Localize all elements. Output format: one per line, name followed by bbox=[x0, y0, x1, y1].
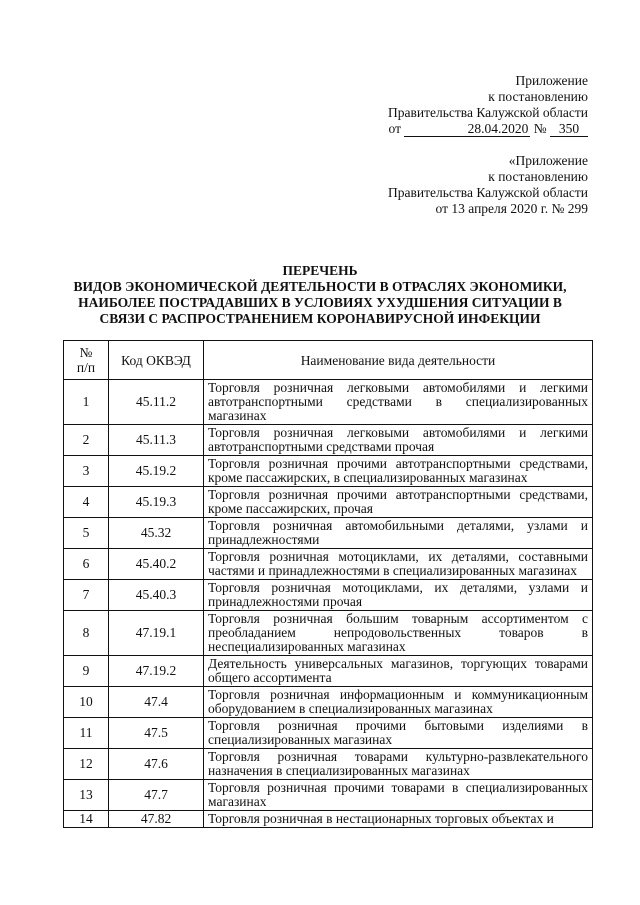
table-row bbox=[64, 487, 593, 518]
row-name: Торговля розничная информационным и коммуникационным оборудованием в специализированных магазинах bbox=[204, 687, 593, 718]
row-name: Торговля розничная легковыми автомобилями и легкими автотранспортными средствами прочая bbox=[204, 425, 593, 456]
row-code: 45.11.2 bbox=[109, 380, 204, 425]
row-code: 47.4 bbox=[109, 687, 204, 718]
row-name: Деятельность универсальных магазинов, торгующих товарами общего ассортимента bbox=[204, 656, 593, 687]
row-code: 45.11.3 bbox=[109, 425, 204, 456]
table-row bbox=[64, 580, 593, 611]
appendix-date-line bbox=[388, 121, 588, 137]
table-row bbox=[64, 456, 593, 487]
title-line-1: ПЕРЕЧЕНЬ bbox=[282, 263, 358, 278]
title-line-2: ВИДОВ ЭКОНОМИЧЕСКОЙ ДЕЯТЕЛЬНОСТИ В ОТРАСЛЯХ ЭКОНОМИКИ, bbox=[73, 279, 567, 294]
appendix-resolution-label: к постановлению bbox=[488, 89, 588, 104]
row-number: 10 bbox=[64, 687, 109, 718]
table-row bbox=[64, 780, 593, 811]
row-code: 47.7 bbox=[109, 780, 204, 811]
row-name: Торговля розничная автомобильными деталями, узлами и принадлежностями bbox=[204, 518, 593, 549]
prev-appendix-label: «Приложение bbox=[508, 153, 588, 168]
table-row bbox=[64, 611, 593, 656]
row-number: 2 bbox=[64, 425, 109, 456]
row-name: Торговля розничная мотоциклами, их деталями, узлами и принадлежностями прочая bbox=[204, 580, 593, 611]
table-row bbox=[64, 425, 593, 456]
header-name: Наименование вида деятельности bbox=[204, 341, 593, 380]
row-code: 47.19.1 bbox=[109, 611, 204, 656]
row-name: Торговля розничная прочими бытовыми изделиями в специализированных магазинах bbox=[204, 718, 593, 749]
number-label: № bbox=[533, 121, 547, 136]
table-row bbox=[64, 518, 593, 549]
row-code: 47.82 bbox=[109, 811, 204, 828]
row-number: 11 bbox=[64, 718, 109, 749]
table-row bbox=[64, 549, 593, 580]
resolution-date: 28.04.2020 bbox=[404, 122, 530, 137]
activities-table bbox=[63, 340, 593, 828]
header-number: № п/п bbox=[64, 341, 109, 380]
row-code: 45.19.2 bbox=[109, 456, 204, 487]
row-number: 5 bbox=[64, 518, 109, 549]
table-header-row bbox=[64, 341, 593, 380]
table-row bbox=[64, 687, 593, 718]
row-number: 6 bbox=[64, 549, 109, 580]
appendix-label: Приложение bbox=[515, 73, 588, 88]
row-name: Торговля розничная прочими автотранспортными средствами, кроме пассажирских, в специализированных магазинах bbox=[204, 456, 593, 487]
row-name: Торговля розничная в нестационарных торговых объектах и bbox=[204, 811, 593, 828]
row-name: Торговля розничная мотоциклами, их деталями, составными частями и принадлежностями в специализированных магазинах bbox=[204, 549, 593, 580]
appendix-header-previous bbox=[388, 153, 588, 217]
table-row bbox=[64, 811, 593, 828]
appendix-header-current bbox=[388, 73, 588, 137]
row-name: Торговля розничная большим товарным ассортиментом с преобладанием непродовольственных товаров в неспециализированных магазинах bbox=[204, 611, 593, 656]
row-number: 7 bbox=[64, 580, 109, 611]
row-number: 4 bbox=[64, 487, 109, 518]
title-line-4: СВЯЗИ С РАСПРОСТРАНЕНИЕМ КОРОНАВИРУСНОЙ ИНФЕКЦИИ bbox=[99, 311, 541, 326]
resolution-number: 350 bbox=[550, 122, 588, 137]
table-row bbox=[64, 656, 593, 687]
table-row bbox=[64, 749, 593, 780]
row-number: 14 bbox=[64, 811, 109, 828]
from-label: от bbox=[388, 121, 401, 136]
row-number: 13 bbox=[64, 780, 109, 811]
table-row bbox=[64, 380, 593, 425]
row-name: Торговля розничная прочими товарами в специализированных магазинах bbox=[204, 780, 593, 811]
table-row bbox=[64, 718, 593, 749]
appendix-government-label: Правительства Калужской области bbox=[387, 105, 588, 120]
row-code: 45.32 bbox=[109, 518, 204, 549]
row-code: 47.19.2 bbox=[109, 656, 204, 687]
row-name: Торговля розничная легковыми автомобилями и легкими автотранспортными средствами в специализированных магазинах bbox=[204, 380, 593, 425]
prev-appendix-government-label: Правительства Калужской области bbox=[387, 185, 588, 200]
row-number: 9 bbox=[64, 656, 109, 687]
row-number: 8 bbox=[64, 611, 109, 656]
row-code: 45.40.2 bbox=[109, 549, 204, 580]
document-title bbox=[0, 263, 640, 327]
row-name: Торговля розничная прочими автотранспортными средствами, кроме пассажирских, прочая bbox=[204, 487, 593, 518]
row-code: 45.40.3 bbox=[109, 580, 204, 611]
row-code: 47.5 bbox=[109, 718, 204, 749]
row-name: Торговля розничная товарами культурно-развлекательного назначения в специализированных магазинах bbox=[204, 749, 593, 780]
row-number: 1 bbox=[64, 380, 109, 425]
prev-appendix-date: от 13 апреля 2020 г. № 299 bbox=[435, 201, 588, 216]
row-code: 45.19.3 bbox=[109, 487, 204, 518]
header-code: Код ОКВЭД bbox=[109, 341, 204, 380]
row-code: 47.6 bbox=[109, 749, 204, 780]
row-number: 3 bbox=[64, 456, 109, 487]
prev-appendix-resolution-label: к постановлению bbox=[488, 169, 588, 184]
title-line-3: НАИБОЛЕЕ ПОСТРАДАВШИХ В УСЛОВИЯХ УХУДШЕНИЯ СИТУАЦИИ В bbox=[78, 295, 562, 310]
row-number: 12 bbox=[64, 749, 109, 780]
